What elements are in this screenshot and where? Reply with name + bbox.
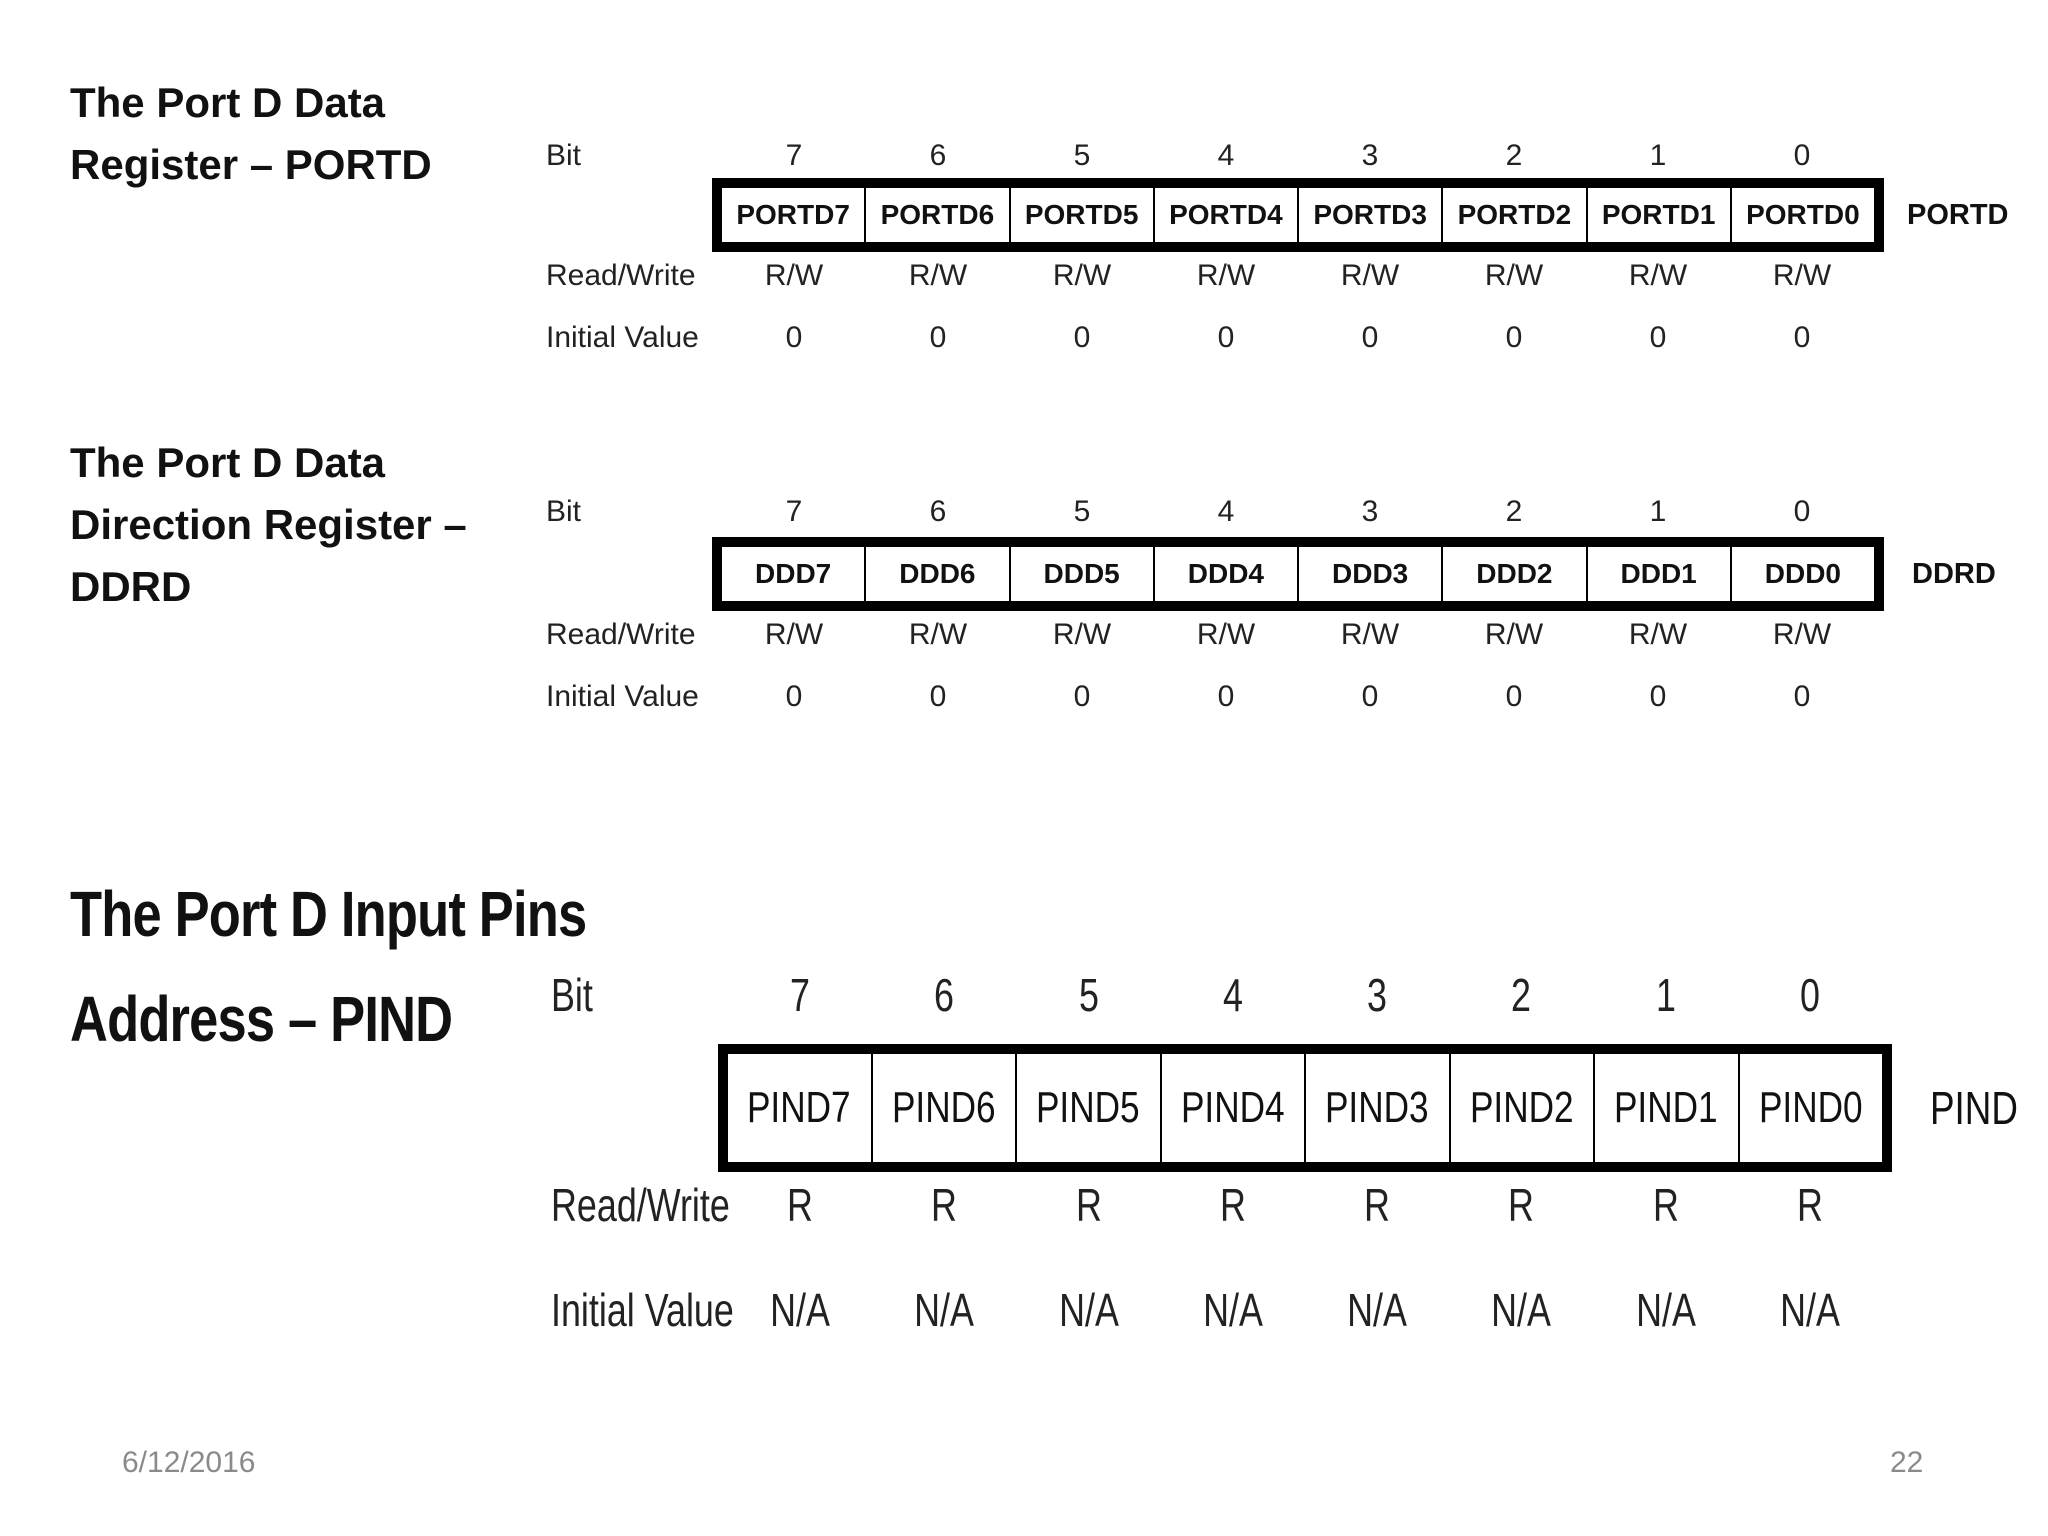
register-bit-cell xyxy=(873,1054,1018,1162)
register-name: PORTD xyxy=(1907,199,2009,231)
register-bit-cell xyxy=(866,547,1010,601)
initial-value-row-label: Initial Value xyxy=(546,321,699,354)
initial-value: N/A xyxy=(1491,1284,1552,1336)
title-line: Direction Register – xyxy=(70,501,467,548)
register-bit-name: PIND6 xyxy=(891,1083,996,1132)
register-bit-box xyxy=(718,1044,1892,1172)
initial-value: 0 xyxy=(1217,321,1235,354)
bit-number: 0 xyxy=(1793,139,1811,172)
register-bit-name: PORTD6 xyxy=(880,199,995,230)
initial-value: 0 xyxy=(1793,321,1811,354)
initial-value: 0 xyxy=(1505,321,1523,354)
bit-number: 4 xyxy=(1217,495,1235,528)
register-bit-name: DDD6 xyxy=(899,558,976,589)
initial-value: 0 xyxy=(1217,680,1235,713)
initial-value: 0 xyxy=(785,321,803,354)
ddrd-register-title xyxy=(70,432,467,618)
bit-number: 2 xyxy=(1511,969,1532,1021)
initial-value: 0 xyxy=(1793,680,1811,713)
register-bit-name: PIND7 xyxy=(747,1083,852,1132)
initial-value: N/A xyxy=(1635,1284,1696,1336)
register-bit-name: DDD7 xyxy=(755,558,832,589)
title-line: Address – PIND xyxy=(70,983,453,1055)
initial-value: 0 xyxy=(1361,680,1379,713)
register-name: PIND xyxy=(1930,1082,2018,1134)
bit-number: 3 xyxy=(1367,969,1388,1021)
register-bit-cell xyxy=(728,1054,873,1162)
register-bit-cell xyxy=(1162,1054,1307,1162)
register-bit-name: PIND0 xyxy=(1758,1083,1863,1132)
read-write-value: R xyxy=(1652,1179,1679,1231)
bit-number: 7 xyxy=(785,495,803,528)
register-bit-cell xyxy=(1588,547,1732,601)
initial-value: 0 xyxy=(1649,321,1667,354)
read-write-value: R/W xyxy=(1772,259,1832,292)
bit-number: 7 xyxy=(785,139,803,172)
portd-register-title xyxy=(70,72,432,196)
register-bit-cell xyxy=(722,188,866,242)
bit-number: 4 xyxy=(1217,139,1235,172)
register-bit-name: DDD1 xyxy=(1620,558,1697,589)
bit-number: 1 xyxy=(1655,969,1676,1021)
read-write-value: R/W xyxy=(764,259,824,292)
register-bit-cell xyxy=(1306,1054,1451,1162)
bit-row-label: Bit xyxy=(546,139,582,172)
register-bit-name: PORTD0 xyxy=(1746,199,1860,230)
register-bit-name: PIND4 xyxy=(1180,1083,1285,1132)
register-bit-cell xyxy=(1443,547,1587,601)
initial-value: 0 xyxy=(929,321,947,354)
initial-value: 0 xyxy=(1361,321,1379,354)
register-bit-name: PIND5 xyxy=(1036,1083,1141,1132)
initial-value: 0 xyxy=(1505,680,1523,713)
register-bit-cell xyxy=(1299,547,1443,601)
title-line: DDRD xyxy=(70,563,192,610)
read-write-row-label: Read/Write xyxy=(546,618,696,651)
title-line: Register – PORTD xyxy=(70,141,432,188)
bit-number: 1 xyxy=(1649,495,1667,528)
register-bit-name: PORTD3 xyxy=(1313,199,1427,230)
register-bit-cell xyxy=(1299,188,1443,242)
register-bit-name: DDD3 xyxy=(1332,558,1409,589)
read-write-value: R/W xyxy=(1340,259,1400,292)
register-bit-cell xyxy=(1011,188,1155,242)
register-bit-name: DDD0 xyxy=(1764,558,1841,589)
register-bit-name: PIND2 xyxy=(1469,1083,1574,1132)
read-write-value: R/W xyxy=(908,259,968,292)
register-bit-cell xyxy=(1155,547,1299,601)
read-write-value: R/W xyxy=(1772,618,1832,651)
initial-value: 0 xyxy=(785,680,803,713)
initial-value: 0 xyxy=(929,680,947,713)
read-write-row-label: Read/Write xyxy=(551,1179,730,1231)
read-write-value: R/W xyxy=(1340,618,1400,651)
bit-number: 3 xyxy=(1361,139,1379,172)
slide-date: 6/12/2016 xyxy=(122,1446,256,1479)
bit-number: 3 xyxy=(1361,495,1379,528)
register-bit-cell xyxy=(1732,547,1874,601)
slide-number: 22 xyxy=(1890,1446,1924,1479)
register-bit-cell xyxy=(866,188,1010,242)
register-bit-name: PORTD4 xyxy=(1169,199,1283,230)
bit-row-label: Bit xyxy=(546,495,582,528)
initial-value: 0 xyxy=(1073,680,1091,713)
bit-row-label: Bit xyxy=(551,969,593,1021)
initial-value-row-label: Initial Value xyxy=(551,1284,734,1336)
register-bit-box xyxy=(712,537,1884,611)
register-bit-cell xyxy=(1155,188,1299,242)
register-bit-cell xyxy=(1451,1054,1596,1162)
register-bit-name: DDD2 xyxy=(1476,558,1553,589)
initial-value: 0 xyxy=(1649,680,1667,713)
title-line: The Port D Data xyxy=(70,439,386,486)
register-bit-name: PIND3 xyxy=(1325,1083,1430,1132)
bit-number: 5 xyxy=(1078,969,1099,1021)
bit-number: 1 xyxy=(1649,139,1667,172)
read-write-value: R xyxy=(1364,1179,1391,1231)
bit-number: 2 xyxy=(1505,139,1523,172)
bit-number: 0 xyxy=(1799,969,1820,1021)
register-bit-cell xyxy=(722,547,866,601)
register-bit-name: DDD4 xyxy=(1187,558,1264,589)
read-write-value: R/W xyxy=(1484,618,1544,651)
pind-register-title xyxy=(70,862,586,1072)
read-write-value: R xyxy=(1075,1179,1102,1231)
initial-value: N/A xyxy=(914,1284,975,1336)
bit-number: 0 xyxy=(1793,495,1811,528)
read-write-value: R/W xyxy=(1628,618,1688,651)
register-bit-cell xyxy=(1011,547,1155,601)
initial-value: 0 xyxy=(1073,321,1091,354)
register-bit-name: DDD5 xyxy=(1043,558,1120,589)
register-name: DDRD xyxy=(1912,558,1996,590)
read-write-value: R/W xyxy=(1052,618,1112,651)
read-write-value: R xyxy=(1508,1179,1535,1231)
read-write-value: R/W xyxy=(764,618,824,651)
read-write-value: R/W xyxy=(1484,259,1544,292)
read-write-value: R xyxy=(1219,1179,1246,1231)
read-write-value: R xyxy=(1796,1179,1823,1231)
register-bit-cell xyxy=(1740,1054,1883,1162)
register-bit-box xyxy=(712,178,1884,252)
read-write-row-label: Read/Write xyxy=(546,259,696,292)
initial-value: N/A xyxy=(1202,1284,1263,1336)
bit-number: 6 xyxy=(934,969,955,1021)
bit-number: 2 xyxy=(1505,495,1523,528)
initial-value: N/A xyxy=(770,1284,831,1336)
register-bit-name: PIND1 xyxy=(1614,1083,1719,1132)
register-bit-cell xyxy=(1588,188,1732,242)
register-bit-cell xyxy=(1595,1054,1740,1162)
read-write-value: R/W xyxy=(1196,259,1256,292)
initial-value: N/A xyxy=(1779,1284,1840,1336)
read-write-value: R/W xyxy=(1628,259,1688,292)
initial-value: N/A xyxy=(1058,1284,1119,1336)
bit-number: 6 xyxy=(929,139,947,172)
register-bit-cell xyxy=(1732,188,1874,242)
read-write-value: R/W xyxy=(908,618,968,651)
bit-number: 5 xyxy=(1073,139,1091,172)
title-line: The Port D Data xyxy=(70,79,386,126)
bit-number: 7 xyxy=(790,969,811,1021)
register-bit-name: PORTD1 xyxy=(1601,199,1716,230)
register-bit-cell xyxy=(1017,1054,1162,1162)
read-write-value: R xyxy=(931,1179,958,1231)
read-write-value: R/W xyxy=(1052,259,1112,292)
bit-number: 4 xyxy=(1222,969,1243,1021)
register-bit-cell xyxy=(1443,188,1587,242)
register-bit-name: PORTD2 xyxy=(1457,199,1572,230)
initial-value: N/A xyxy=(1347,1284,1408,1336)
bit-number: 5 xyxy=(1073,495,1091,528)
read-write-value: R xyxy=(787,1179,814,1231)
initial-value-row-label: Initial Value xyxy=(546,680,699,713)
title-line: The Port D Input Pins xyxy=(70,878,587,950)
read-write-value: R/W xyxy=(1196,618,1256,651)
register-bit-name: PORTD5 xyxy=(1024,199,1139,230)
register-bit-name: PORTD7 xyxy=(736,199,850,230)
bit-number: 6 xyxy=(929,495,947,528)
